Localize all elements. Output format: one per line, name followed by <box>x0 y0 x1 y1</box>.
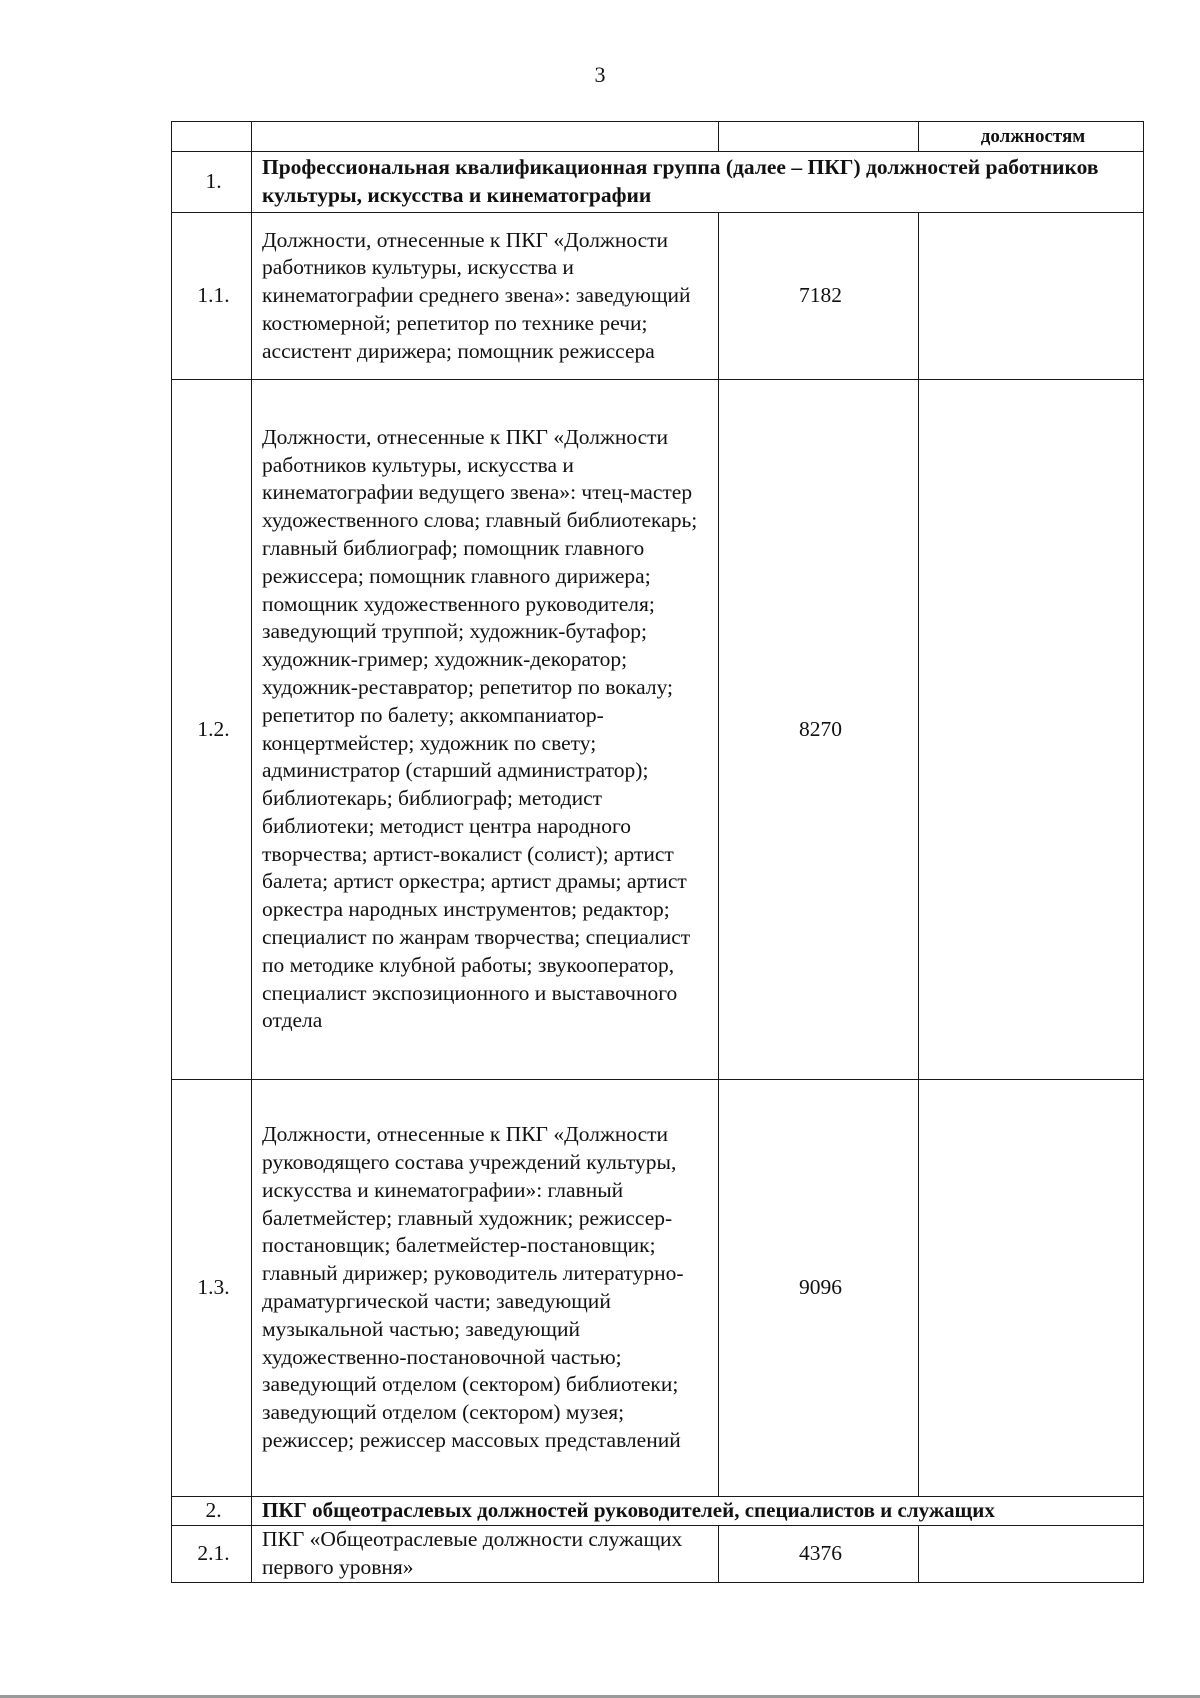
row-extra <box>919 380 1144 1080</box>
row-extra <box>919 213 1144 380</box>
row-number: 1.1. <box>172 213 252 380</box>
row-number: 1.2. <box>172 380 252 1080</box>
row-description: Должности, отнесенные к ПКГ «Должности работников культуры, искусства и кинематографии среднего звена»: заведующий костюмерной; репетитор по технике речи; ассистент дирижера; помощник режиссера <box>252 213 719 380</box>
salary-table <box>171 121 1144 1583</box>
row-description: ПКГ «Общеотраслевые должности служащих первого уровня» <box>252 1525 719 1582</box>
table-header-continuation-row <box>172 122 1144 152</box>
page-number: 3 <box>594 62 606 87</box>
row-description: Должности, отнесенные к ПКГ «Должности руководящего состава учреждений культуры, искусства и кинематографии»: главный балетмейстер; главный художник; режиссер-постановщик; балетмейстер-постановщик; главный дирижер; руководитель литературно-драматургической части; заведующий музыкальной частью; заведующий художественно-постановочной частью; заведующий отделом (сектором) библиотеки; заведующий отделом (сектором) музея; режиссер; режиссер массовых представлений <box>252 1080 719 1497</box>
table-cell <box>252 122 719 152</box>
row-salary: 9096 <box>719 1080 919 1497</box>
table-row <box>172 1525 1144 1582</box>
row-salary: 8270 <box>719 380 919 1080</box>
table-row <box>172 1080 1144 1497</box>
group-row <box>172 152 1144 213</box>
row-number: 2. <box>172 1497 252 1526</box>
row-description: Должности, отнесенные к ПКГ «Должности работников культуры, искусства и кинематографии ведущего звена»: чтец-мастер художественного слова; главный библиотекарь; главный библиограф; помощник главного режиссера; помощник главного дирижера; помощник художественного руководителя; заведующий труппой; художник-бутафор; художник-гример; художник-декоратор; художник-реставратор; репетитор по вокалу; репетитор по балету; аккомпаниатор-концертмейстер; художник по свету; администратор (старший администратор); библиотекарь; библиограф; методист библиотеки; методист центра народного творчества; артист-вокалист (солист); артист балета; артист оркестра; артист драмы; артист оркестра народных инструментов; редактор; специалист по жанрам творчества; специалист по методике клубной работы; звукооператор, специалист экспозиционного и выставочного отдела <box>252 380 719 1080</box>
row-number: 2.1. <box>172 1525 252 1582</box>
table-row <box>172 213 1144 380</box>
row-extra <box>919 1525 1144 1582</box>
group-title: Профессиональная квалификационная группа (далее – ПКГ) должностей работников культуры, искусства и кинематографии <box>252 152 1144 213</box>
table-cell <box>172 122 252 152</box>
row-number: 1. <box>172 152 252 213</box>
row-salary: 4376 <box>719 1525 919 1582</box>
table-cell <box>719 122 919 152</box>
group-title: ПКГ общеотраслевых должностей руководителей, специалистов и служащих <box>252 1497 1144 1526</box>
table-row <box>172 380 1144 1080</box>
row-extra <box>919 1080 1144 1497</box>
group-row <box>172 1497 1144 1526</box>
row-number: 1.3. <box>172 1080 252 1497</box>
column-header-extra: должностям <box>919 122 1144 152</box>
row-salary: 7182 <box>719 213 919 380</box>
